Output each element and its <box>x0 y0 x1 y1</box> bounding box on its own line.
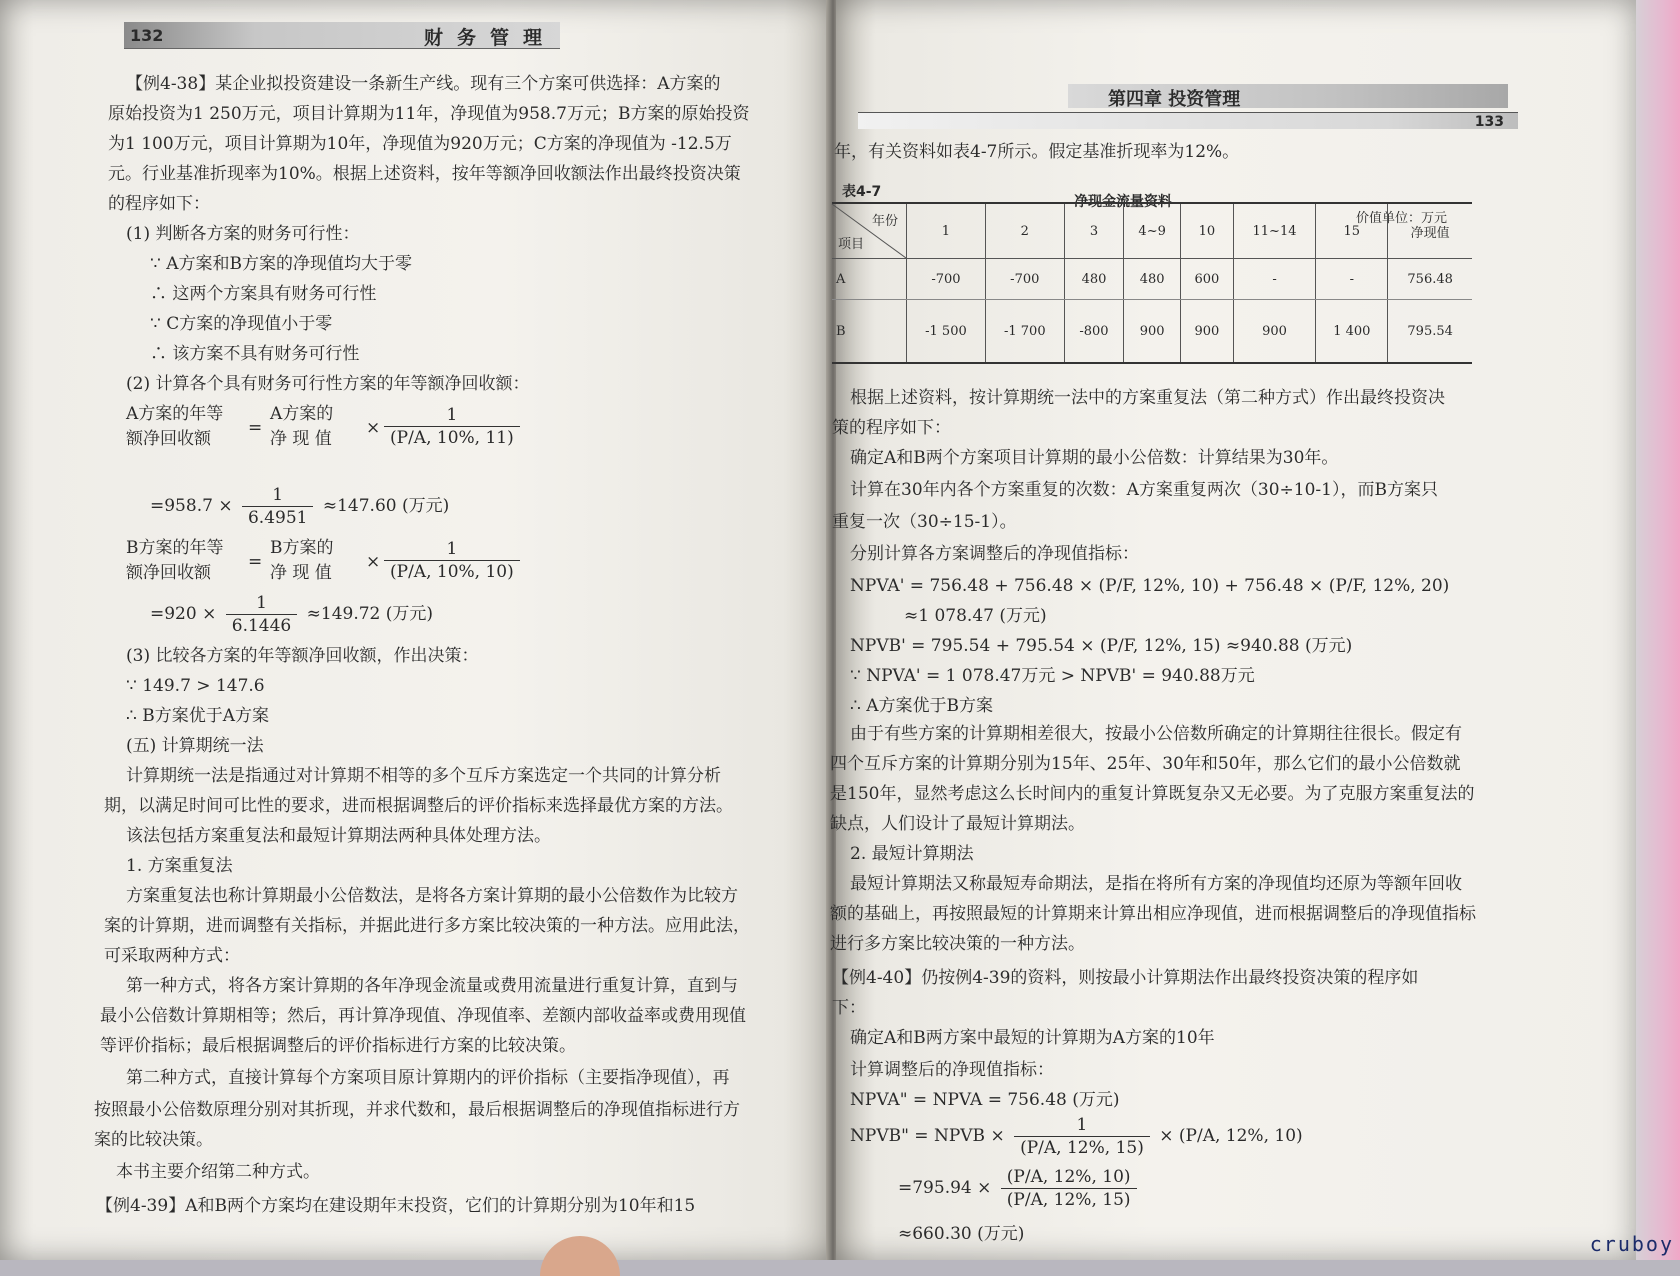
text-line: ∴ B方案优于A方案 <box>126 706 269 726</box>
text-line: ∵ C方案的净现值小于零 <box>150 314 333 334</box>
text-line: 案的比较决策。 <box>94 1130 213 1150</box>
table-unit: 价值单位：万元 <box>1356 211 1448 226</box>
text-line: 最小公倍数计算期相等；然后，再计算净现值、净现值率、差额内部收益率或费用现值 <box>100 1006 746 1026</box>
text-line: 元。行业基准折现率为10%。根据上述资料，按年等额净回收额法作出最终投资决策 <box>108 164 741 184</box>
column-header: 3 <box>1064 203 1124 259</box>
formula-b-calc: =920 × $\frac{1}{6.1446}$ ≈149.72 (万元) <box>150 593 434 636</box>
text-line: 是150年，显然考虑这么长时间内的重复计算既复杂又无必要。为了克服方案重复法的 <box>830 784 1475 804</box>
column-header: 10 <box>1181 203 1234 259</box>
example-4-40-line: 【例4-40】仍按例4-39的资料，则按最小计算期法作出最终投资决策的程序如 <box>832 968 1419 988</box>
text-line: ∵ A方案和B方案的净现值均大于零 <box>150 254 412 274</box>
text-line: 期，以满足时间可比性的要求，进而根据调整后的评价指标来选择最优方案的方法。 <box>104 796 733 816</box>
text-line: 可采取两种方式： <box>104 946 240 966</box>
text-line: 策的程序如下： <box>832 418 951 438</box>
text-line: 最短计算期法又称最短寿命期法，是指在将所有方案的净现值均还原为等额年回收 <box>850 874 1462 894</box>
text-line: ∵ 149.7 > 147.6 <box>126 676 265 696</box>
example-4-39-line: 【例4-39】A和B两个方案均在建设期年末投资，它们的计算期分别为10年和15 <box>96 1196 696 1216</box>
formula-a-fraction: $\frac{1}{(P/A, 10\%, 11)}$ <box>380 404 524 449</box>
text-line: ∴ 这两个方案具有财务可行性 <box>150 284 377 304</box>
text-line: ∵ NPVA' = 1 078.47万元 > NPVB' = 940.88万元 <box>850 666 1255 686</box>
formula-npva-result: ≈1 078.47 (万元) <box>904 606 1047 626</box>
column-header: 4~9 <box>1124 203 1181 259</box>
text-line: 确定A和B两方案中最短的计算期为A方案的10年 <box>850 1028 1215 1048</box>
table-row: B -1 500 -1 700 -800 900 900 900 1 400 795.54 <box>832 300 1472 364</box>
text-line: 为1 100万元，项目计算期为10年，净现值为920万元；C方案的净现值为 -12.5万 <box>108 134 732 154</box>
text-line: 由于有些方案的计算期相差很大，按最小公倍数所确定的计算期往往很长。假定有 <box>850 724 1462 744</box>
column-header: 11~14 <box>1233 203 1316 259</box>
watermark: cruboy <box>1589 1232 1674 1256</box>
text-line: 四个互斥方案的计算期分别为15年、25年、30年和50年，那么它们的最小公倍数就 <box>830 754 1461 774</box>
text-line: ∴ 该方案不具有财务可行性 <box>150 344 360 364</box>
right-page-header <box>858 84 1518 130</box>
text-line: 按照最小公倍数原理分别对其折现，并求代数和，最后根据调整后的净现值指标进行方 <box>94 1100 740 1120</box>
table-row: A -700 -700 480 480 600 - - 756.48 <box>832 259 1472 300</box>
text-line: 第一种方式，将各方案计算期的各年净现金流量或费用流量进行重复计算，直到与 <box>126 976 738 996</box>
formula-npvb2-result: ≈660.30 (万元) <box>898 1224 1025 1244</box>
cash-flow-table <box>832 202 1472 364</box>
formula-npvb2: NPVB" = NPVB × $\frac{1}{(P/A, 12\%, 15)}$ × (P/A, 12%, 10) <box>850 1115 1303 1158</box>
column-header: 2 <box>985 203 1064 259</box>
background-edge <box>1636 0 1680 1260</box>
formula-b-fraction: $\frac{1}{(P/A, 10\%, 10)}$ <box>380 538 524 583</box>
text-line: ∴ A方案优于B方案 <box>850 696 993 716</box>
text-line: 下： <box>832 998 866 1018</box>
step-3: (3) 比较各方案的年等额净回收额，作出决策： <box>126 646 479 666</box>
left-page: 132 财务管理 【例4-38】某企业拟投资建设一条新生产线。现有三个方案可供选择：A方案的 原始投资为1 250万元，项目计算期为11年，净现值为958.7万元；B方案的原始投资 为1 100万元，项目计算期为10年，净现值为920万元；C方案的净现值为 -12.5万 元。行业基准折现率为10%。根据上述资料，按年等额净回收额法作出最终投资决策 的程序如下： (1) 判断各方案的财务可行性： ∵ A方案和B方案的净现值均大于零 ∴ 这两个方案具有财务可行性 ∵ C方案的净现值小于零 ∴ 该方案不具有财务可行性 (2) 计算各个具有财务可行性方案的年等额净回收额： A方案的年等 额净回收额 = A方案的 净 现 值 × $\frac{1}{(P/A, 10\%, 11)}$ =958.7 × $\frac{1}{6.4951}$ ≈147.60 (万元) B方案的年等 额净回收额 = B方案的 净 现 值 × $\frac{1}{(P/A, 10\%, 10)}$ =920 × $\frac{1}{6.1446}$ ≈149.72 (万元) (3) 比较各方案的年等额净回收额，作出决策： ∵ 149.7 > 147.6 ∴ B方案优于A方案 (五) 计算期统一法 计算期统一法是指通过对计算期不相等的多个互斥方案选定一个共同的计算分析 期，以满足时间可比性的要求，进而根据调整后的评价指标来选择最优方案的方法。 该法包括方案重复法和最短计算期法两种具体处理方法。 1. 方案重复法 方案重复法也称计算期最小公倍数法，是将各方案计算期的最小公倍数作为比较方 案的计算期，进而调整有关指标，并据此进行多方案比较决策的一种方法。应用此法， 可采取两种方式： 第一种方式，将各方案计算期的各年净现金流量或费用流量进行重复计算，直到与 最小公倍数计算期相等；然后，再计算净现值、净现值率、差额内部收益率或费用现值 等评价指标；最后根据调整后的评价指标进行方案的比较决策。 第二种方式，直接计算每个方案项目原计算期内的评价指标（主要指净现值），再 按照最小公倍数原理分别对其折现，并求代数和，最后根据调整后的净现值指标进行方 案的比较决策。 本书主要介绍第二种方式。 【例4-39】A和B两个方案均在建设期年末投资，它们的计算期分别为10年和15 <box>0 0 834 1260</box>
column-header: 15 <box>1316 203 1388 259</box>
text-line: 缺点，人们设计了最短计算期法。 <box>830 814 1085 834</box>
formula-b-mid: B方案的 净 现 值 <box>270 538 334 583</box>
table-corner-cell: 年份 项目 <box>832 203 907 259</box>
text-line: 计算调整后的净现值指标： <box>850 1060 1054 1080</box>
subsection-heading: 1. 方案重复法 <box>126 856 233 876</box>
book-title: 财务管理 <box>424 27 557 49</box>
text-line: 该法包括方案重复法和最短计算期法两种具体处理方法。 <box>126 826 551 846</box>
text-line: 第二种方式，直接计算每个方案项目原计算期内的评价指标（主要指净现值），再 <box>126 1068 730 1088</box>
text-line: 本书主要介绍第二种方式。 <box>116 1162 320 1182</box>
text-line: 根据上述资料，按计算期统一法中的方案重复法（第二种方式）作出最终投资决 <box>850 388 1445 408</box>
table-label: 表4-7 <box>842 184 882 200</box>
text-line: 等评价指标；最后根据调整后的评价指标进行方案的比较决策。 <box>100 1036 576 1056</box>
right-page <box>830 0 1636 1260</box>
text-line: 进行多方案比较决策的一种方法。 <box>830 934 1085 954</box>
text-line: 计算在30年内各个方案重复的次数：A方案重复两次（30÷10-1），而B方案只 <box>850 480 1438 500</box>
formula-npvb: NPVB' = 795.54 + 795.54 × (P/F, 12%, 15) ≈940.88 (万元) <box>850 636 1353 656</box>
formula-b-lhs: B方案的年等 额净回收额 <box>126 538 224 583</box>
text-line: 案的计算期，进而调整有关指标，并据此进行多方案比较决策的一种方法。应用此法， <box>104 916 750 936</box>
text-line: 计算期统一法是指通过对计算期不相等的多个互斥方案选定一个共同的计算分析 <box>126 766 721 786</box>
text-line: 重复一次（30÷15-1）。 <box>832 512 1017 532</box>
column-header: 1 <box>907 203 986 259</box>
text-line: 年，有关资料如表4-7所示。假定基准折现率为12%。 <box>834 142 1240 162</box>
text-line: 额的基础上，再按照最短的计算期来计算出相应净现值，进而根据调整后的净现值指标 <box>830 904 1476 924</box>
table-header-row <box>832 203 1472 259</box>
formula-npva: NPVA' = 756.48 + 756.48 × (P/F, 12%, 10) + 756.48 × (P/F, 12%, 20) <box>850 576 1450 596</box>
text-line: 确定A和B两个方案项目计算期的最小公倍数：计算结果为30年。 <box>850 448 1339 468</box>
text-line: 原始投资为1 250万元，项目计算期为11年，净现值为958.7万元；B方案的原始投资 <box>108 104 750 124</box>
left-page-header <box>124 22 560 49</box>
table-title: 净现金流量资料 <box>1074 194 1172 210</box>
text-line: 分别计算各方案调整后的净现值指标： <box>850 544 1139 564</box>
section-heading: (五) 计算期统一法 <box>126 736 264 756</box>
formula-npva2: NPVA" = NPVA = 756.48 (万元) <box>850 1090 1120 1110</box>
example-4-38-line: 【例4-38】某企业拟投资建设一条新生产线。现有三个方案可供选择：A方案的 <box>126 74 721 94</box>
step-1: (1) 判断各方案的财务可行性： <box>126 224 360 244</box>
thumb <box>540 1236 620 1276</box>
formula-a-calc: =958.7 × $\frac{1}{6.4951}$ ≈147.60 (万元) <box>150 485 450 528</box>
formula-npvb2-calc: =795.94 × $\frac{(P/A, 12\%, 10)}{(P/A, 12\%, 15)}$ <box>898 1166 1141 1211</box>
formula-a-lhs: A方案的年等 额净回收额 <box>126 404 224 449</box>
text-line: 的程序如下： <box>108 194 210 214</box>
column-header: 净现值 <box>1388 203 1472 259</box>
step-2: (2) 计算各个具有财务可行性方案的年等额净回收额： <box>126 374 530 394</box>
page-number-right: 133 <box>1474 114 1504 130</box>
formula-a-mid: A方案的 净 现 值 <box>270 404 334 449</box>
page-number-left: 132 <box>130 26 164 45</box>
subsection-heading: 2. 最短计算期法 <box>850 844 974 864</box>
chapter-title: 第四章 投资管理 <box>1108 89 1241 110</box>
text-line: 方案重复法也称计算期最小公倍数法，是将各方案计算期的最小公倍数作为比较方 <box>126 886 738 906</box>
